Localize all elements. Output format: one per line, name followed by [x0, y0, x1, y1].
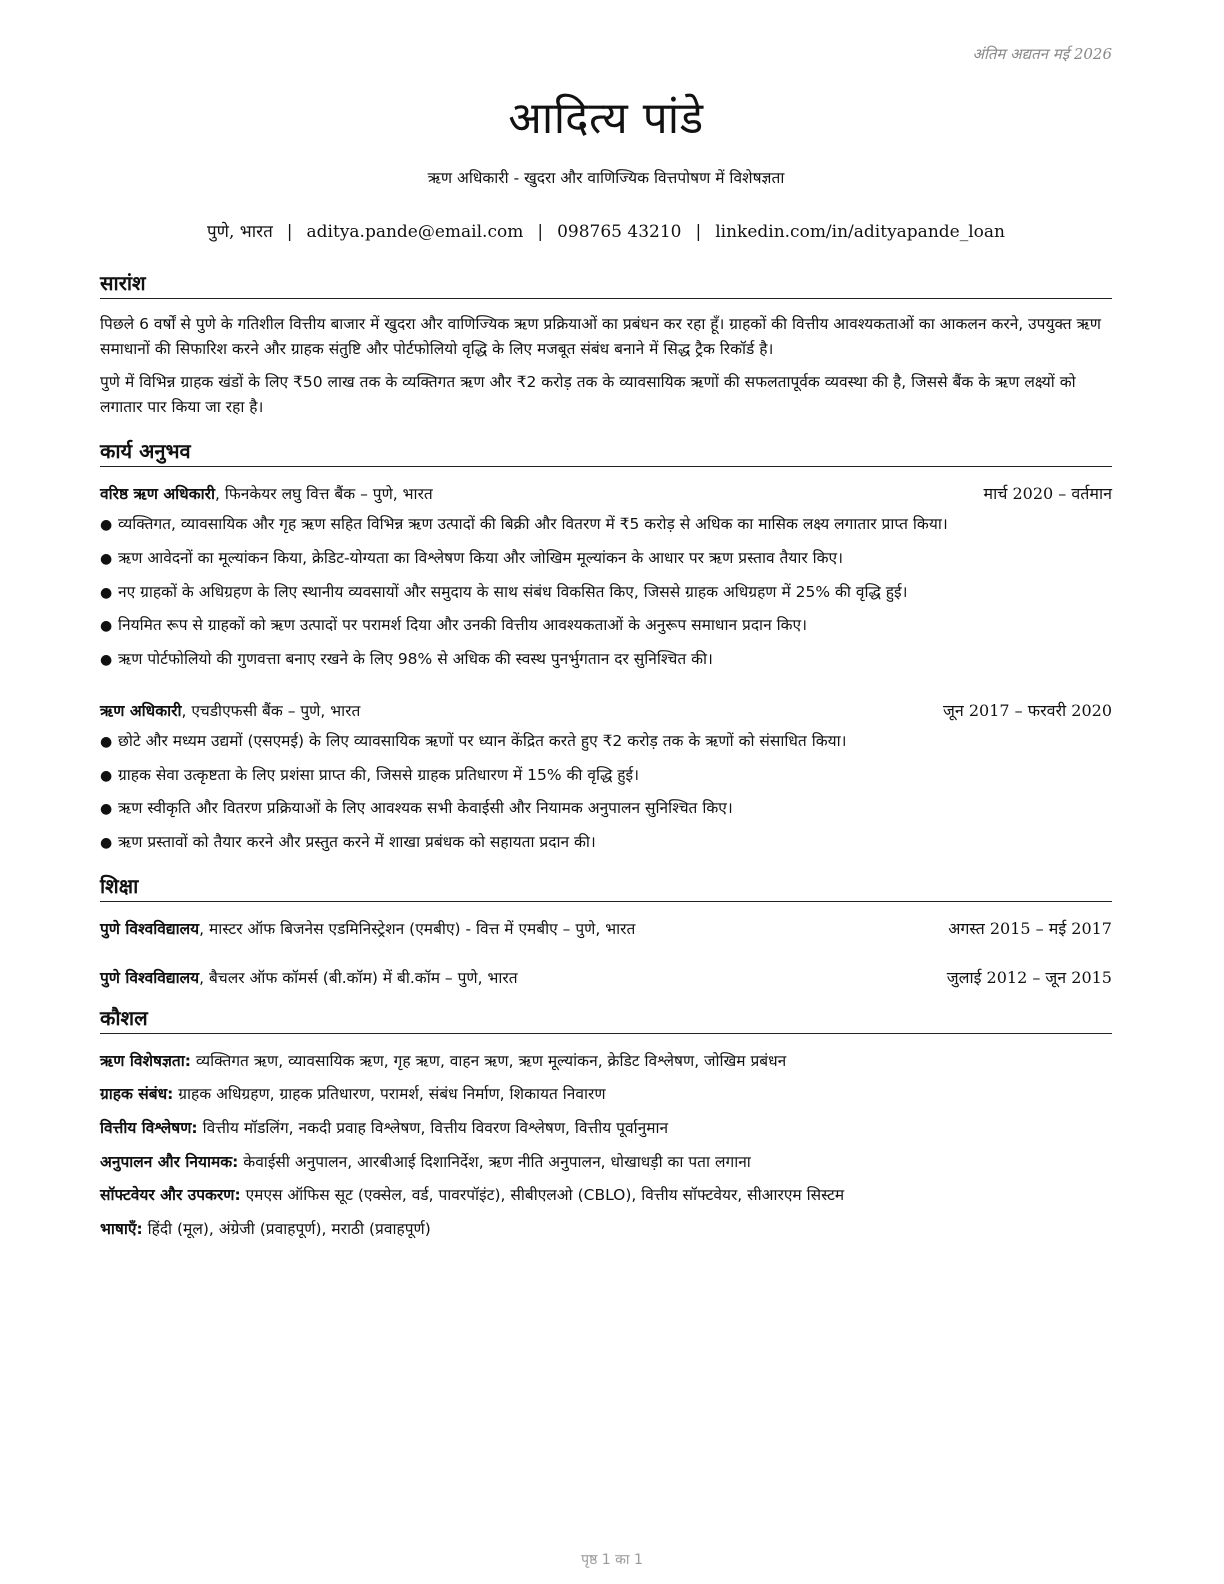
bullet-text: ऋण स्वीकृति और वितरण प्रक्रियाओं के लिए आवश्यक सभी केवाईसी और नियामक अनुपालन सुनिश्चित किए।	[118, 799, 733, 817]
education-dates: अगस्त 2015 – मई 2017	[948, 919, 1112, 938]
skill-row	[100, 1116, 1112, 1138]
bullet-icon: ●	[100, 652, 113, 668]
job-bullet	[100, 830, 1112, 852]
skill-row	[100, 1217, 1112, 1239]
skill-value: हिंदी (मूल), अंग्रेजी (प्रवाहपूर्ण), मराठी (प्रवाहपूर्ण)	[142, 1220, 431, 1238]
school-name: पुणे विश्वविद्यालय	[100, 969, 200, 987]
contact-separator: |	[695, 222, 702, 242]
bullet-text: ऋण पोर्टफोलियो की गुणवत्ता बनाए रखने के लिए 98% से अधिक की स्वस्थ पुनर्भुगतान दर सुनिश्चित की।	[118, 650, 713, 668]
summary-heading: सारांश	[100, 269, 1112, 299]
education-entry	[100, 966, 1112, 990]
education-dates: जुलाई 2012 – जून 2015	[946, 968, 1112, 987]
skill-value: ग्राहक अधिग्रहण, ग्राहक प्रतिधारण, परामर्श, संबंध निर्माण, शिकायत निवारण	[173, 1085, 606, 1103]
degree-text: , मास्टर ऑफ बिजनेस एडमिनिस्ट्रेशन (एमबीए) - वित्त में एमबीए – पुणे, भारत	[199, 920, 636, 938]
bullet-icon: ●	[100, 835, 113, 851]
skill-value: व्यक्तिगत ऋण, व्यावसायिक ऋण, गृह ऋण, वाहन ऋण, ऋण मूल्यांकन, क्रेडिट विश्लेषण, जोखिम प्रबंधन	[190, 1052, 787, 1070]
page-number: पृष्ठ 1 का 1	[581, 1552, 643, 1568]
skill-label: भाषाएँ:	[100, 1220, 143, 1238]
job-title: ऋण अधिकारी	[100, 702, 182, 720]
contact-line	[100, 219, 1112, 242]
job-bullet	[100, 763, 1112, 785]
skill-row	[100, 1183, 1112, 1205]
job-header	[100, 482, 1112, 506]
job-title: वरिष्ठ ऋण अधिकारी	[100, 485, 215, 503]
job-dates: जून 2017 – फरवरी 2020	[943, 701, 1112, 720]
job-dates: मार्च 2020 – वर्तमान	[983, 484, 1112, 503]
contact-phone: 098765 43210	[557, 222, 682, 242]
skill-row	[100, 1082, 1112, 1104]
bullet-icon: ●	[100, 517, 113, 533]
contact-separator: |	[537, 222, 544, 242]
bullet-text: ग्राहक सेवा उत्कृष्टता के लिए प्रशंसा प्राप्त की, जिससे ग्राहक प्रतिधारण में 15% की वृद्धि हुई।	[118, 766, 640, 784]
job-bullet	[100, 546, 1112, 568]
bullet-text: छोटे और मध्यम उद्यमों (एसएमई) के लिए व्यावसायिक ऋणों पर ध्यान केंद्रित करते हुए ₹2 करोड़ तक के ऋणों को संसाधित किया।	[118, 732, 847, 750]
job-bullet	[100, 647, 1112, 669]
bullet-text: ऋण आवेदनों का मूल्यांकन किया, क्रेडिट-योग्यता का विश्लेषण किया और जोखिम मूल्यांकन के आधार पर ऋण प्रस्ताव तैयार किए।	[118, 549, 844, 567]
skill-label: ऋण विशेषज्ञता:	[100, 1052, 191, 1070]
job-org: , एचडीएफसी बैंक – पुणे, भारत	[181, 702, 361, 720]
candidate-tagline: ऋण अधिकारी - खुदरा और वाणिज्यिक वित्तपोषण में विशेषज्ञता	[427, 169, 785, 187]
job-bullet	[100, 613, 1112, 635]
skill-label: ग्राहक संबंध:	[100, 1085, 174, 1103]
summary-paragraph-2: पुणे में विभिन्न ग्राहक खंडों के लिए ₹50 लाख तक के व्यक्तिगत ऋण और ₹2 करोड़ तक के व्यावसायिक ऋणों की सफलतापूर्वक व्यवस्था की है, जिससे बैंक के ऋण लक्ष्यों को लगातार पार किया जा रहा है।	[100, 373, 1076, 416]
skill-row	[100, 1049, 1112, 1071]
bullet-text: ऋण प्रस्तावों को तैयार करने और प्रस्तुत करने में शाखा प्रबंधक को सहायता प्रदान की।	[118, 833, 596, 851]
summary-paragraph-1: पिछले 6 वर्षों से पुणे के गतिशील वित्तीय बाजार में खुदरा और वाणिज्यिक ऋण प्रक्रियाओं का प्रबंधन कर रहा हूँ। ग्राहकों की वित्तीय आवश्यकताओं का आकलन करने, उपयुक्त ऋण समाधानों की सिफारिश करने और ग्राहक संतुष्टि और पोर्टफोलियो वृद्धि के लिए मजबूत संबंध बनाने में सिद्ध ट्रैक रिकॉर्ड है।	[100, 315, 1101, 358]
skill-value: एमएस ऑफिस सूट (एक्सेल, वर्ड, पावरपॉइंट), सीबीएलओ (CBLO), वित्तीय सॉफ्टवेयर, सीआरएम सिस्टम	[240, 1186, 845, 1204]
experience-heading: कार्य अनुभव	[100, 437, 1112, 467]
contact-email[interactable]: aditya.pande@email.com	[306, 222, 524, 242]
contact-separator: |	[286, 222, 293, 242]
skills-heading: कौशल	[100, 1004, 1112, 1034]
education-entry	[100, 917, 1112, 941]
skill-value: केवाईसी अनुपालन, आरबीआई दिशानिर्देश, ऋण नीति अनुपालन, धोखाधड़ी का पता लगाना	[238, 1153, 751, 1171]
contact-linkedin[interactable]: linkedin.com/in/adityapande_loan	[715, 222, 1005, 242]
bullet-icon: ●	[100, 618, 113, 634]
job-bullet	[100, 729, 1112, 751]
bullet-icon: ●	[100, 801, 113, 817]
bullet-icon: ●	[100, 585, 113, 601]
bullet-icon: ●	[100, 734, 113, 750]
education-heading: शिक्षा	[100, 872, 1112, 902]
bullet-text: नए ग्राहकों के अधिग्रहण के लिए स्थानीय व्यवसायों और समुदाय के साथ संबंध विकसित किए, जिससे ग्राहक अधिग्रहण में 25% की वृद्धि हुई।	[118, 583, 908, 601]
bullet-text: नियमित रूप से ग्राहकों को ऋण उत्पादों पर परामर्श दिया और उनकी वित्तीय आवश्यकताओं के अनुरूप समाधान प्रदान किए।	[118, 616, 807, 634]
candidate-name: आदित्य पांडे	[508, 93, 704, 144]
job-org: , फिनकेयर लघु वित्त बैंक – पुणे, भारत	[214, 485, 433, 503]
job-bullet	[100, 512, 1112, 534]
skill-label: अनुपालन और नियामक:	[100, 1153, 239, 1171]
job-bullet	[100, 580, 1112, 602]
skill-label: वित्तीय विश्लेषण:	[100, 1119, 198, 1137]
bullet-text: व्यक्तिगत, व्यावसायिक और गृह ऋण सहित विभिन्न ऋण उत्पादों की बिक्री और वितरण में ₹5 करोड़ से अधिक का मासिक लक्ष्य लगातार प्राप्त किया।	[118, 515, 948, 533]
skill-row	[100, 1150, 1112, 1172]
bullet-icon: ●	[100, 768, 113, 784]
school-name: पुणे विश्वविद्यालय	[100, 920, 200, 938]
bullet-icon: ●	[100, 551, 113, 567]
skill-value: वित्तीय मॉडलिंग, नकदी प्रवाह विश्लेषण, वित्तीय विवरण विश्लेषण, वित्तीय पूर्वानुमान	[197, 1119, 669, 1137]
job-bullet	[100, 796, 1112, 818]
last-updated-note: अंतिम अद्यतन मई 2026	[972, 45, 1112, 63]
contact-location: पुणे, भारत	[207, 222, 273, 242]
job-header	[100, 699, 1112, 723]
skill-label: सॉफ्टवेयर और उपकरण:	[100, 1186, 241, 1204]
degree-text: , बैचलर ऑफ कॉमर्स (बी.कॉम) में बी.कॉम – पुणे, भारत	[199, 969, 518, 987]
